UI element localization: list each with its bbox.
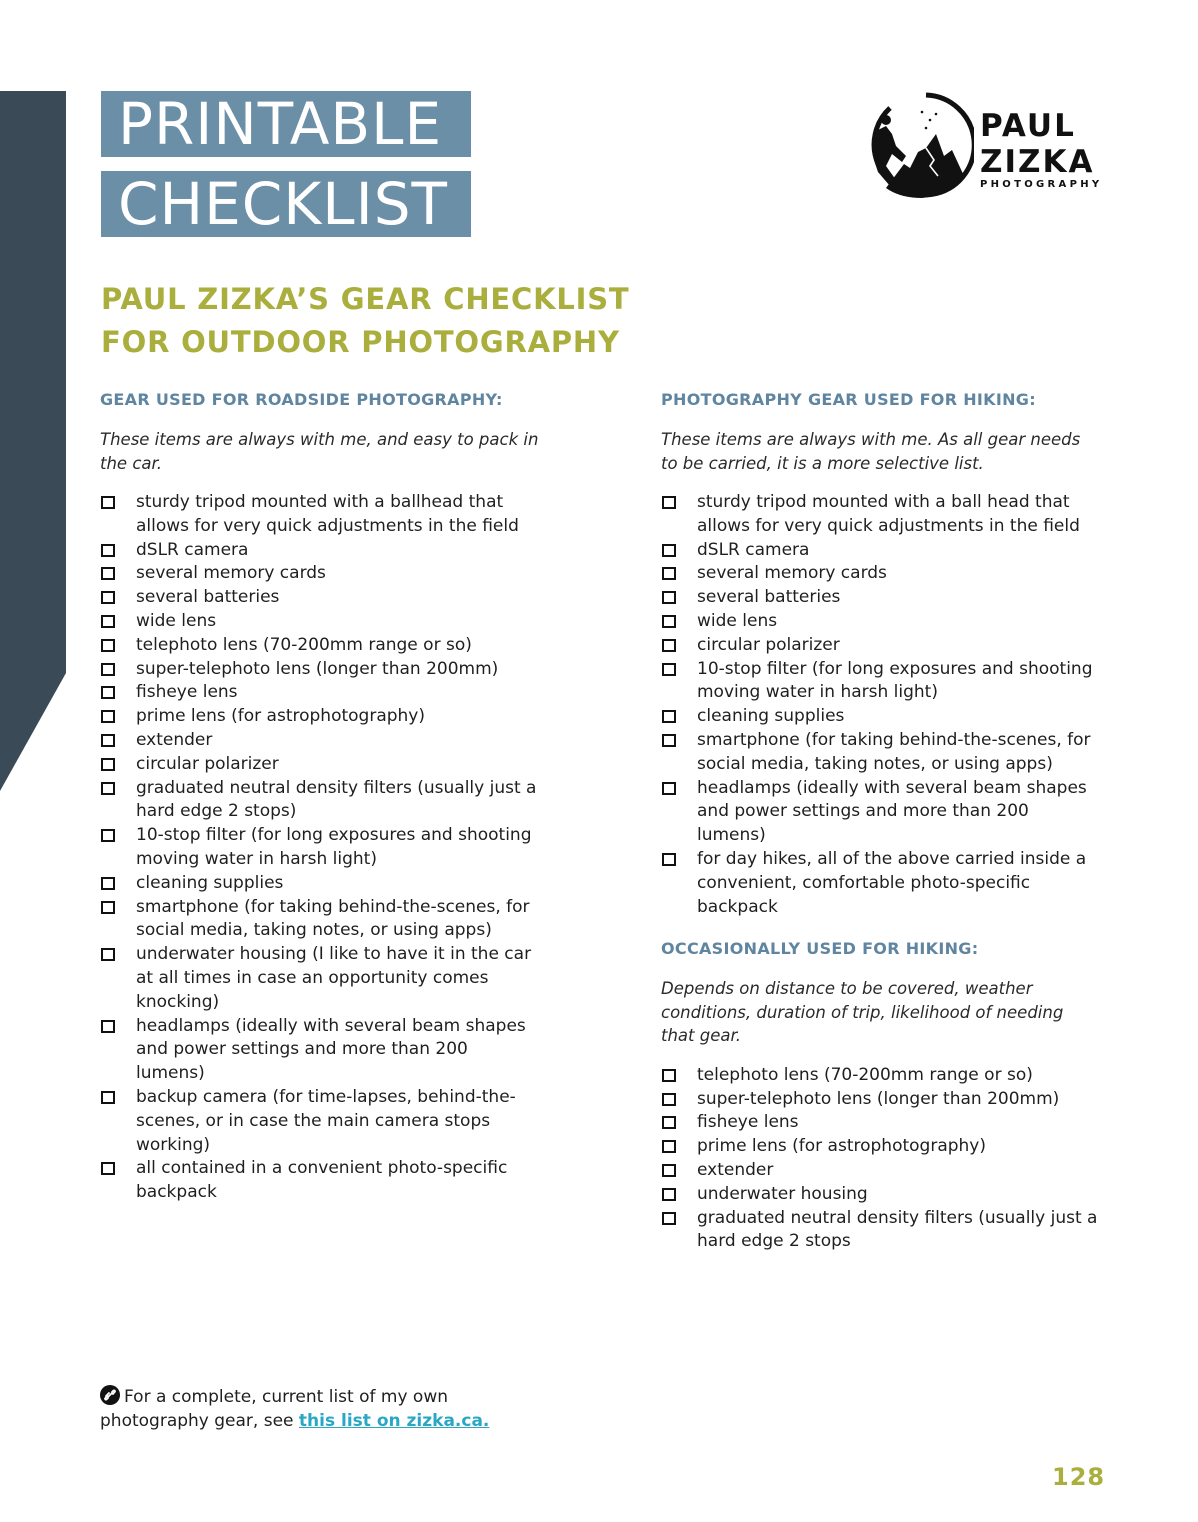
checklist-item-label: wide lens — [136, 610, 217, 631]
checkbox-icon[interactable] — [662, 544, 676, 557]
checklist-item — [100, 872, 540, 896]
checkbox-icon[interactable] — [662, 782, 676, 795]
link-icon — [100, 1385, 120, 1405]
hiking-section-title: PHOTOGRAPHY GEAR USED FOR HIKING: — [661, 390, 1036, 409]
checkbox-icon[interactable] — [662, 1140, 676, 1153]
checklist-item-label: dSLR camera — [136, 539, 249, 560]
checkbox-icon[interactable] — [662, 1116, 676, 1129]
checklist-item-label: headlamps (ideally with several beam shapes and power settings and more than 200 lumens) — [136, 1015, 526, 1084]
checkbox-icon[interactable] — [662, 1164, 676, 1177]
checkbox-icon[interactable] — [101, 663, 115, 676]
checkbox-icon[interactable] — [662, 496, 676, 509]
checkbox-icon[interactable] — [662, 853, 676, 866]
zizka-gear-list-link[interactable]: this list on zizka.ca. — [298, 1411, 490, 1431]
checklist-item-label: super-telephoto lens (longer than 200mm) — [136, 658, 499, 679]
checklist-item — [661, 1088, 1101, 1112]
checklist-item — [100, 586, 540, 610]
checkbox-icon[interactable] — [101, 734, 115, 747]
checklist-item-label: graduated neutral density filters (usually just a hard edge 2 stops) — [136, 777, 537, 822]
checkbox-icon[interactable] — [662, 1188, 676, 1201]
checklist-item — [661, 1135, 1101, 1159]
checkbox-icon[interactable] — [662, 710, 676, 723]
footnote-text: For a complete, current list of my own photography gear, see — [100, 1387, 448, 1431]
checklist-item-label: extender — [136, 729, 213, 750]
logo-name-line-2: ZIZKA — [980, 144, 1095, 180]
checkbox-icon[interactable] — [662, 591, 676, 604]
checkbox-icon[interactable] — [101, 901, 115, 914]
logo-name-line-1: PAUL — [980, 108, 1076, 144]
checkbox-icon[interactable] — [101, 1091, 115, 1104]
checklist-item — [661, 1064, 1101, 1088]
checkbox-icon[interactable] — [101, 567, 115, 580]
checklist-item-label: several batteries — [697, 587, 841, 608]
checkbox-icon[interactable] — [101, 544, 115, 557]
checklist-item — [100, 729, 540, 753]
checkbox-icon[interactable] — [101, 758, 115, 771]
checklist-item — [661, 848, 1101, 919]
checklist-item — [100, 777, 540, 825]
checkbox-icon[interactable] — [101, 639, 115, 652]
checklist-item-label: super-telephoto lens (longer than 200mm) — [697, 1088, 1060, 1109]
checkbox-icon[interactable] — [662, 1069, 676, 1082]
checklist-item — [661, 777, 1101, 848]
checklist-item-label: extender — [697, 1160, 774, 1181]
checklist-item — [661, 1183, 1101, 1207]
checklist-item-label: cleaning supplies — [697, 706, 845, 727]
checklist-item-label: underwater housing (I like to have it in the car at all times in case an opportunity comes knocking) — [136, 944, 532, 1012]
checklist-item — [100, 562, 540, 586]
checklist-item-label: cleaning supplies — [136, 872, 284, 893]
logo-subtitle: PHOTOGRAPHY — [980, 179, 1103, 190]
checklist-item-label: several memory cards — [136, 563, 326, 584]
checklist-item-label: headlamps (ideally with several beam shapes and power settings and more than 200 lumens) — [697, 777, 1087, 846]
checklist-item-label: fisheye lens — [136, 682, 238, 703]
checklist-item — [661, 658, 1101, 706]
roadside-checklist — [100, 491, 540, 1205]
heading-line-2: FOR OUTDOOR PHOTOGRAPHY — [101, 325, 620, 359]
checklist-item-label: backup camera (for time-lapses, behind-the-scenes, or in case the main camera stops working) — [136, 1086, 516, 1155]
checkbox-icon[interactable] — [101, 591, 115, 604]
checklist-item — [100, 610, 540, 634]
checkbox-icon[interactable] — [662, 663, 676, 676]
checkbox-icon[interactable] — [101, 686, 115, 699]
checklist-item-label: prime lens (for astrophotography) — [136, 706, 425, 727]
checklist-item-label: prime lens (for astrophotography) — [697, 1136, 986, 1157]
title-line-1: PRINTABLE — [101, 91, 471, 157]
checklist-item — [100, 634, 540, 658]
checklist-item-label: several memory cards — [697, 563, 887, 584]
checklist-item-label: sturdy tripod mounted with a ballhead that allows for very quick adjustments in the field — [136, 492, 519, 536]
checklist-item — [661, 586, 1101, 610]
checklist-item — [100, 539, 540, 563]
checkbox-icon[interactable] — [662, 567, 676, 580]
checklist-item-label: circular polarizer — [697, 634, 840, 655]
checklist-item-label: telephoto lens (70-200mm range or so) — [136, 634, 472, 655]
checklist-item — [661, 705, 1101, 729]
checklist-item — [100, 896, 540, 944]
checklist-item-label: sturdy tripod mounted with a ball head that allows for very quick adjustments in the field — [697, 492, 1080, 536]
logo-wordmark — [980, 108, 1095, 180]
checklist-item-label: 10-stop filter (for long exposures and shooting moving water in harsh light) — [697, 658, 1093, 703]
checklist-item — [100, 681, 540, 705]
heading-line-1: PAUL ZIZKA’S GEAR CHECKLIST — [101, 282, 630, 316]
occasional-checklist — [661, 1064, 1101, 1254]
checklist-item — [661, 729, 1101, 777]
hiking-gear-column — [661, 388, 1101, 1254]
checklist-item-label: fisheye lens — [697, 1112, 799, 1133]
hiking-checklist — [661, 491, 1101, 919]
checklist-item — [661, 539, 1101, 563]
roadside-section-title: GEAR USED FOR ROADSIDE PHOTOGRAPHY: — [100, 390, 503, 409]
checklist-item — [100, 658, 540, 682]
checkbox-icon[interactable] — [101, 496, 115, 509]
roadside-section-intro: These items are always with me, and easy to pack in the car. — [100, 430, 539, 473]
checklist-item-label: smartphone (for taking behind-the-scenes, for social media, taking notes, or using apps) — [136, 896, 530, 941]
decorative-side-band — [0, 91, 66, 791]
checklist-item — [661, 1207, 1101, 1255]
checkbox-icon[interactable] — [101, 615, 115, 628]
checkbox-icon[interactable] — [101, 1020, 115, 1033]
title-line-2: CHECKLIST — [101, 171, 471, 237]
checklist-item — [100, 943, 540, 1014]
occasional-section-title: OCCASIONALLY USED FOR HIKING: — [661, 939, 979, 959]
checklist-item — [100, 1015, 540, 1086]
mountain-hiker-logo-icon — [866, 90, 974, 200]
checklist-item — [661, 491, 1101, 539]
checklist-item-label: telephoto lens (70-200mm range or so) — [697, 1064, 1033, 1085]
checklist-item-label: several batteries — [136, 587, 280, 608]
checklist-item-label: 10-stop filter (for long exposures and shooting moving water in harsh light) — [136, 825, 532, 869]
checkbox-icon[interactable] — [662, 1212, 676, 1225]
page-heading — [101, 278, 630, 364]
checkbox-icon[interactable] — [101, 948, 115, 961]
hiking-section-intro: These items are always with me. As all gear needs to be carried, it is a more selective list. — [661, 430, 1081, 473]
gear-list-footnote — [100, 1382, 520, 1433]
occasional-section-intro: Depends on distance to be covered, weather conditions, duration of trip, likelihood of needing that gear. — [661, 979, 1064, 1046]
checkbox-icon[interactable] — [662, 1093, 676, 1106]
checklist-item-label: underwater housing — [697, 1183, 868, 1204]
checklist-item — [100, 705, 540, 729]
checkbox-icon[interactable] — [662, 734, 676, 747]
checkbox-icon[interactable] — [101, 1162, 115, 1175]
checklist-item-label: circular polarizer — [136, 753, 279, 774]
checklist-item — [661, 1159, 1101, 1183]
checklist-item — [661, 610, 1101, 634]
checkbox-icon[interactable] — [662, 615, 676, 628]
checklist-item — [100, 491, 540, 539]
checklist-item — [100, 1086, 540, 1157]
checklist-item — [661, 562, 1101, 586]
checkbox-icon[interactable] — [101, 829, 115, 842]
checklist-item — [100, 753, 540, 777]
printable-checklist-title — [101, 91, 471, 237]
checklist-item-label: for day hikes, all of the above carried inside a convenient, comfortable photo-specific backpack — [697, 848, 1087, 917]
checklist-item-label: graduated neutral density filters (usually just a hard edge 2 stops — [697, 1207, 1098, 1252]
checklist-item — [100, 824, 540, 872]
checklist-item — [661, 634, 1101, 658]
checklist-item-label: all contained in a convenient photo-specific backpack — [136, 1158, 508, 1203]
checklist-item-label: dSLR camera — [697, 539, 810, 560]
occasional-section — [661, 937, 1101, 1254]
checklist-item — [661, 1111, 1101, 1135]
checkbox-icon[interactable] — [101, 877, 115, 890]
roadside-gear-column — [100, 388, 540, 1205]
paul-zizka-logo — [866, 90, 1106, 202]
checklist-item — [100, 1157, 540, 1205]
checkbox-icon[interactable] — [101, 782, 115, 795]
page-number: 128 — [1052, 1463, 1106, 1491]
checklist-item-label: wide lens — [697, 610, 778, 631]
checkbox-icon[interactable] — [662, 639, 676, 652]
checklist-item-label: smartphone (for taking behind-the-scenes, for social media, taking notes, or using apps) — [697, 729, 1091, 774]
checkbox-icon[interactable] — [101, 710, 115, 723]
